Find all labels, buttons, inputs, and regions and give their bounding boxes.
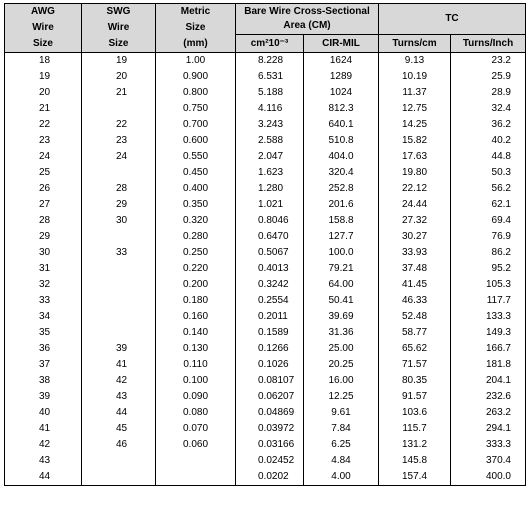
cell-awg: 37: [5, 357, 82, 373]
cell-cm: 8.228: [236, 53, 304, 70]
cell-metric: 1.00: [156, 53, 236, 70]
cell-awg: 42: [5, 437, 82, 453]
table-row: [5, 149, 526, 165]
cell-cm: 0.1589: [236, 325, 304, 341]
table-row: [5, 261, 526, 277]
cell-tin: 370.4: [451, 453, 526, 469]
cell-metric: 0.280: [156, 229, 236, 245]
cell-tin: 56.2: [451, 181, 526, 197]
cell-metric: [156, 469, 236, 486]
cell-tin: 25.9: [451, 69, 526, 85]
cell-awg: 34: [5, 309, 82, 325]
cell-cir: 6.25: [304, 437, 379, 453]
cell-tin: 76.9: [451, 229, 526, 245]
cell-metric: 0.400: [156, 181, 236, 197]
header-swg-line3: Size: [108, 38, 129, 49]
table-row: [5, 277, 526, 293]
cell-metric: 0.080: [156, 405, 236, 421]
cell-tin: 117.7: [451, 293, 526, 309]
header-swg-line2: Wire: [107, 22, 130, 33]
cell-metric: 0.450: [156, 165, 236, 181]
cell-tin: 69.4: [451, 213, 526, 229]
cell-awg: 36: [5, 341, 82, 357]
cell-awg: 18: [5, 53, 82, 70]
cell-cir: 12.25: [304, 389, 379, 405]
cell-metric: 0.060: [156, 437, 236, 453]
header-metric-line2: Size: [185, 22, 206, 33]
cell-cir: 39.69: [304, 309, 379, 325]
table-row: [5, 101, 526, 117]
cell-swg: 24: [82, 149, 156, 165]
cell-tin: 44.8: [451, 149, 526, 165]
cell-cm: 0.6470: [236, 229, 304, 245]
cell-cir: 50.41: [304, 293, 379, 309]
header-bare-wire-area: Bare Wire Cross-Sectional Area (CM): [236, 4, 379, 35]
cell-cm: 0.2011: [236, 309, 304, 325]
cell-cm: 0.02452: [236, 453, 304, 469]
cell-tin: 95.2: [451, 261, 526, 277]
cell-metric: 0.070: [156, 421, 236, 437]
cell-awg: 19: [5, 69, 82, 85]
table-body: [5, 53, 526, 486]
cell-swg: [82, 277, 156, 293]
table-row: [5, 341, 526, 357]
cell-tin: 263.2: [451, 405, 526, 421]
cell-swg: [82, 453, 156, 469]
cell-tcm: 9.13: [379, 53, 451, 70]
cell-tcm: 145.8: [379, 453, 451, 469]
cell-tcm: 131.2: [379, 437, 451, 453]
cell-tin: 294.1: [451, 421, 526, 437]
table-row: [5, 181, 526, 197]
header-cm: cm²10⁻³: [236, 35, 304, 53]
cell-tcm: 115.7: [379, 421, 451, 437]
cell-cm: 0.1026: [236, 357, 304, 373]
cell-metric: 0.750: [156, 101, 236, 117]
cell-tin: 105.3: [451, 277, 526, 293]
cell-cir: 404.0: [304, 149, 379, 165]
cell-cir: 16.00: [304, 373, 379, 389]
cell-swg: 46: [82, 437, 156, 453]
cell-cm: 2.588: [236, 133, 304, 149]
cell-swg: [82, 325, 156, 341]
cell-tin: 36.2: [451, 117, 526, 133]
cell-metric: 0.180: [156, 293, 236, 309]
cell-swg: 20: [82, 69, 156, 85]
cell-awg: 33: [5, 293, 82, 309]
cell-cir: 31.36: [304, 325, 379, 341]
cell-cir: 64.00: [304, 277, 379, 293]
cell-cm: 0.5067: [236, 245, 304, 261]
wire-gauge-table: [4, 3, 526, 486]
cell-cir: 201.6: [304, 197, 379, 213]
cell-cm: 0.3242: [236, 277, 304, 293]
table-row: [5, 357, 526, 373]
cell-tin: 400.0: [451, 469, 526, 486]
table-row: [5, 213, 526, 229]
cell-swg: [82, 165, 156, 181]
cell-awg: 20: [5, 85, 82, 101]
cell-tin: 40.2: [451, 133, 526, 149]
cell-awg: 32: [5, 277, 82, 293]
cell-swg: [82, 293, 156, 309]
cell-awg: 28: [5, 213, 82, 229]
table-row: [5, 229, 526, 245]
cell-tin: 181.8: [451, 357, 526, 373]
cell-tcm: 80.35: [379, 373, 451, 389]
cell-awg: 40: [5, 405, 82, 421]
cell-tcm: 22.12: [379, 181, 451, 197]
header-awg-line2: Wire: [32, 22, 54, 33]
cell-tin: 50.3: [451, 165, 526, 181]
cell-swg: 45: [82, 421, 156, 437]
cell-metric: 0.800: [156, 85, 236, 101]
cell-swg: 42: [82, 373, 156, 389]
cell-swg: 39: [82, 341, 156, 357]
header-awg: [5, 4, 82, 53]
header-swg: [82, 4, 156, 53]
table-row: [5, 117, 526, 133]
cell-cm: 0.06207: [236, 389, 304, 405]
cell-cm: 0.4013: [236, 261, 304, 277]
cell-cir: 640.1: [304, 117, 379, 133]
cell-metric: 0.250: [156, 245, 236, 261]
cell-tcm: 41.45: [379, 277, 451, 293]
cell-metric: 0.550: [156, 149, 236, 165]
table-row: [5, 165, 526, 181]
header-turns-cm: Turns/cm: [379, 35, 451, 53]
cell-tcm: 33.93: [379, 245, 451, 261]
header-awg-line1: AWG: [31, 6, 55, 17]
cell-cir: 252.8: [304, 181, 379, 197]
cell-cir: 320.4: [304, 165, 379, 181]
cell-awg: 27: [5, 197, 82, 213]
cell-swg: 30: [82, 213, 156, 229]
cell-awg: 25: [5, 165, 82, 181]
cell-cir: 1289: [304, 69, 379, 85]
table-row: [5, 405, 526, 421]
table-row: [5, 373, 526, 389]
cell-awg: 21: [5, 101, 82, 117]
cell-awg: 31: [5, 261, 82, 277]
cell-metric: [156, 453, 236, 469]
cell-cir: 25.00: [304, 341, 379, 357]
table-row: [5, 85, 526, 101]
table-row: [5, 453, 526, 469]
cell-swg: 22: [82, 117, 156, 133]
cell-awg: 44: [5, 469, 82, 486]
cell-metric: 0.160: [156, 309, 236, 325]
cell-metric: 0.220: [156, 261, 236, 277]
cell-tcm: 46.33: [379, 293, 451, 309]
cell-cm: 0.8046: [236, 213, 304, 229]
cell-tin: 232.6: [451, 389, 526, 405]
cell-swg: 43: [82, 389, 156, 405]
cell-metric: 0.900: [156, 69, 236, 85]
cell-tcm: 14.25: [379, 117, 451, 133]
cell-tin: 62.1: [451, 197, 526, 213]
cell-cm: 0.08107: [236, 373, 304, 389]
header-swg-line1: SWG: [106, 6, 131, 17]
cell-swg: 21: [82, 85, 156, 101]
cell-cm: 4.116: [236, 101, 304, 117]
cell-tcm: 17.63: [379, 149, 451, 165]
cell-tcm: 103.6: [379, 405, 451, 421]
cell-cir: 100.0: [304, 245, 379, 261]
cell-cir: 812.3: [304, 101, 379, 117]
cell-awg: 35: [5, 325, 82, 341]
header-turns-inch: Turns/Inch: [451, 35, 526, 53]
cell-metric: 0.600: [156, 133, 236, 149]
cell-tcm: 37.48: [379, 261, 451, 277]
cell-cm: 0.1266: [236, 341, 304, 357]
cell-tin: 86.2: [451, 245, 526, 261]
cell-tcm: 52.48: [379, 309, 451, 325]
cell-metric: 0.100: [156, 373, 236, 389]
cell-cm: 6.531: [236, 69, 304, 85]
table-row: [5, 197, 526, 213]
cell-tin: 133.3: [451, 309, 526, 325]
cell-tcm: 27.32: [379, 213, 451, 229]
cell-swg: 29: [82, 197, 156, 213]
cell-tin: 333.3: [451, 437, 526, 453]
cell-awg: 38: [5, 373, 82, 389]
cell-swg: 19: [82, 53, 156, 70]
cell-cir: 4.84: [304, 453, 379, 469]
cell-tcm: 30.27: [379, 229, 451, 245]
cell-cir: 1024: [304, 85, 379, 101]
header-metric-line3: (mm): [183, 38, 208, 49]
table-row: [5, 69, 526, 85]
cell-cm: 0.04869: [236, 405, 304, 421]
header-tc: TC: [379, 4, 526, 35]
cell-cm: 3.243: [236, 117, 304, 133]
table-row: [5, 421, 526, 437]
cell-awg: 26: [5, 181, 82, 197]
cell-tcm: 24.44: [379, 197, 451, 213]
cell-swg: [82, 469, 156, 486]
table-row: [5, 293, 526, 309]
cell-metric: 0.320: [156, 213, 236, 229]
header-awg-line3: Size: [32, 38, 53, 49]
table-row: [5, 325, 526, 341]
cell-cm: 1.280: [236, 181, 304, 197]
table-row: [5, 437, 526, 453]
cell-awg: 23: [5, 133, 82, 149]
cell-cm: 2.047: [236, 149, 304, 165]
cell-awg: 24: [5, 149, 82, 165]
cell-cir: 510.8: [304, 133, 379, 149]
table-header: [5, 4, 526, 53]
header-cir-mil: CIR-MIL: [304, 35, 379, 53]
cell-swg: 23: [82, 133, 156, 149]
cell-swg: 44: [82, 405, 156, 421]
cell-tcm: 11.37: [379, 85, 451, 101]
cell-swg: 41: [82, 357, 156, 373]
header-metric: [156, 4, 236, 53]
cell-metric: 0.110: [156, 357, 236, 373]
cell-tcm: 65.62: [379, 341, 451, 357]
table-row: [5, 133, 526, 149]
wire-gauge-table-container: [4, 3, 525, 486]
cell-tin: 32.4: [451, 101, 526, 117]
cell-cir: 1624: [304, 53, 379, 70]
cell-cir: 4.00: [304, 469, 379, 486]
cell-tcm: 15.82: [379, 133, 451, 149]
cell-awg: 22: [5, 117, 82, 133]
cell-swg: 33: [82, 245, 156, 261]
cell-awg: 43: [5, 453, 82, 469]
cell-swg: [82, 229, 156, 245]
cell-cm: 0.03972: [236, 421, 304, 437]
cell-tcm: 10.19: [379, 69, 451, 85]
table-row: [5, 309, 526, 325]
cell-cir: 9.61: [304, 405, 379, 421]
cell-cm: 1.623: [236, 165, 304, 181]
cell-cir: 7.84: [304, 421, 379, 437]
cell-cm: 1.021: [236, 197, 304, 213]
cell-tin: 149.3: [451, 325, 526, 341]
cell-awg: 41: [5, 421, 82, 437]
cell-tcm: 71.57: [379, 357, 451, 373]
cell-awg: 30: [5, 245, 82, 261]
cell-metric: 0.200: [156, 277, 236, 293]
cell-swg: 28: [82, 181, 156, 197]
cell-tcm: 157.4: [379, 469, 451, 486]
cell-cir: 79.21: [304, 261, 379, 277]
table-row: [5, 389, 526, 405]
cell-swg: [82, 261, 156, 277]
cell-cm: 0.03166: [236, 437, 304, 453]
table-row: [5, 469, 526, 486]
table-row: [5, 245, 526, 261]
cell-tcm: 91.57: [379, 389, 451, 405]
cell-cm: 0.0202: [236, 469, 304, 486]
cell-cir: 20.25: [304, 357, 379, 373]
cell-swg: [82, 101, 156, 117]
cell-tcm: 12.75: [379, 101, 451, 117]
cell-cm: 0.2554: [236, 293, 304, 309]
cell-metric: 0.130: [156, 341, 236, 357]
table-row: [5, 53, 526, 70]
cell-tin: 204.1: [451, 373, 526, 389]
cell-tcm: 58.77: [379, 325, 451, 341]
cell-tin: 166.7: [451, 341, 526, 357]
cell-metric: 0.140: [156, 325, 236, 341]
cell-metric: 0.090: [156, 389, 236, 405]
cell-tin: 28.9: [451, 85, 526, 101]
cell-awg: 29: [5, 229, 82, 245]
cell-tcm: 19.80: [379, 165, 451, 181]
cell-tin: 23.2: [451, 53, 526, 70]
cell-metric: 0.700: [156, 117, 236, 133]
cell-swg: [82, 309, 156, 325]
cell-cm: 5.188: [236, 85, 304, 101]
cell-awg: 39: [5, 389, 82, 405]
cell-cir: 158.8: [304, 213, 379, 229]
cell-cir: 127.7: [304, 229, 379, 245]
header-metric-line1: Metric: [180, 6, 211, 17]
cell-metric: 0.350: [156, 197, 236, 213]
